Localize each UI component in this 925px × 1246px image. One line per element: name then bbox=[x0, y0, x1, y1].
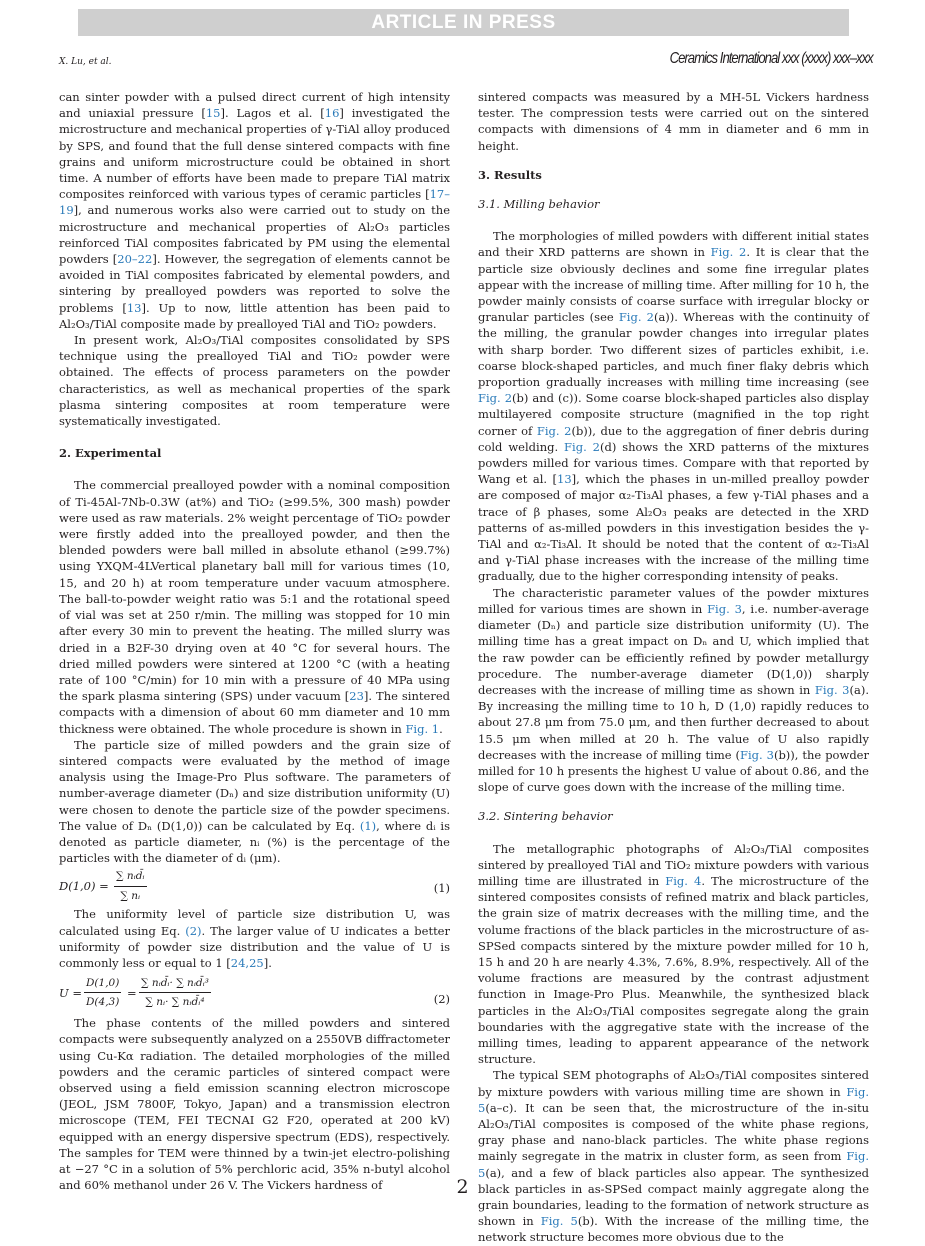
fraction-denominator: D(4,3) bbox=[86, 996, 120, 1009]
fraction-numerator: ∑ nᵢd̄ᵢ bbox=[114, 868, 147, 886]
paragraph: The metallographic photographs of Al₂O₃/TiAl composites sintered by prealloyed TiAl and TiO₂ mixture powders with various milling time are illustrated in Fig. 4. The microstructure of the sintered composites consists of refined matrix and black particles, the grain size of matrix decreases with the milling time, and the volume fractions of the black particles in the microstructure of as-SPSed compacts sintered by the mixture powder milled for 10 h, 15 h and 20 h are nearly 4.3%, 7.6%, 8.9%, respectively. All of the volume fractions are measured by the contrast adjustment function in Image-Pro Plus. Meanwhile, the synthesized black particles in the Al₂O₃/TiAl composites segregate along the grain boundaries with the aggregative state with the increase of the milling times, leading to apparent appearance of the network structure. bbox=[478, 841, 869, 1067]
running-header-author: X. Lu, et al. bbox=[59, 57, 112, 67]
fraction-denominator: ∑ nᵢ bbox=[120, 889, 141, 902]
equation-fraction bbox=[114, 868, 147, 903]
fraction-denominator: ∑ nᵢ· ∑ nᵢd̄ᵢ⁴ bbox=[145, 996, 205, 1009]
figure-link[interactable]: Fig. 5 bbox=[478, 1149, 869, 1180]
paragraph: The phase contents of the milled powders and sintered compacts were subsequently analyzed on a 2550VB diffractometer using Cu-Kα radiation. The detailed morphologies of the milled powders and the ceramic particles of sintered compact were observed using a field emission scanning electron microscope (JEOL, JSM 7800F, Tokyo, Japan) and a transmission electron microscope (TEM, FEI TECNAI G2 F20, operated at 200 kV) equipped with an energy dispersive spectrum (EDS), respectively. The samples for TEM were thinned by a twin-jet electro-polishing at −27 °C in a solution of 5% perchloric acid, 35% n-butyl alcohol and 60% methanol under 26 V. The Vickers hardness of bbox=[59, 1016, 450, 1193]
fraction-numerator: D(1,0) bbox=[84, 975, 121, 993]
reference-link[interactable]: 23 bbox=[349, 689, 364, 704]
figure-link[interactable]: Fig. 1 bbox=[405, 721, 440, 736]
paragraph: The particle size of milled powders and the grain size of sintered compacts were evaluated by the method of image analysis using the Image-Pro Plus software. The parameters of number-average diameter (Dₙ) and size distribution uniformity (U) were chosen to denote the particle size of the powder specimens. The value of Dₙ (D(1,0)) can be calculated by Eq. (1), where dᵢ is denoted as particle diameter, nᵢ (%) is the percentage of the particles with the diameter of dᵢ (μm). bbox=[59, 737, 450, 866]
paragraph: The typical SEM photographs of Al₂O₃/TiAl composites sintered by mixture powders with various milling time are shown in Fig. 5(a–c). It can be seen that, the microstructure of the in-situ Al₂O₃/TiAl composites is composed of the white phase regions, gray phase and nano-black particles. The white phase regions mainly segregate in the matrix in cluster form, as seen from Fig. 5(a), and a few of black particles also appear. The synthesized black particles in as-SPSed compact mainly aggregate along the grain boundaries, leading to the formation of network structure as shown in Fig. 5(b). With the increase of the milling time, the network structure becomes more obvious due to the bbox=[478, 1068, 869, 1245]
fraction-numerator: ∑ nᵢd̄ᵢ· ∑ nᵢd̄ᵢ³ bbox=[139, 975, 211, 993]
figure-link[interactable]: Fig. 3 bbox=[739, 747, 774, 762]
reference-link[interactable]: 20–22 bbox=[117, 252, 153, 267]
figure-link[interactable]: Fig. 2 bbox=[478, 391, 513, 406]
figure-link[interactable]: Fig. 2 bbox=[564, 439, 600, 454]
section-heading: 2. Experimental bbox=[59, 446, 162, 461]
paragraph: sintered compacts was measured by a MH-5L Vickers hardness tester. The compression tests were carried out on the sintered compacts with dimensions of 4 mm in diameter and 6 mm in height. bbox=[478, 90, 869, 153]
equation-number: (2) bbox=[433, 992, 450, 1007]
figure-link[interactable]: Fig. 5 bbox=[478, 1084, 869, 1115]
equation-number: (1) bbox=[433, 881, 450, 896]
paragraph: The morphologies of milled powders with different initial states and their XRD patterns are shown in Fig. 2. It is clear that the particle size obviously declines and some fine irregular plates appear with the increase of milling time. After milling for 10 h, the powder mainly consists of coarse surface with irregular blocky or granular particles (see Fig. 2(a)). Whereas with the continuity of the milling, the granular powder changes into irregular plates with sharp border. Two different sizes of particles exhibit, i.e. coarse block-shaped particles, and much finer flaky debris which proportion gradually increases with milling time increasing (see Fig. 2(b) and (c)). Some coarse block-shaped particles also display multilayered composite structure (magnified in the top right corner of Fig. 2(b)), due to the aggregation of finer debris during cold welding. Fig. 2(d) shows the XRD patterns of the mixtures powders milled for various times. Compare with that reported by Wang et al. [13], which the phases in un-milled prealloy powder are composed of major α₂-Ti₃Al phases, a few γ-TiAl phases and a trace of β phases, some Al₂O₃ peaks are detected in the XRD patterns of as-milled powders in this investigation besides the γ-TiAl and α₂-Ti₃Al. It should be noted that the content of α₂-Ti₃Al and γ-TiAl phase increases with the increase of the milling time gradually, due to the higher corresponding intensity of peaks. bbox=[478, 229, 870, 584]
paragraph: can sinter powder with a pulsed direct current of high intensity and uniaxial pressure [15]. Lagos et al. [16] investigated the microstructure and mechanical properties of γ-TiAl alloy produced by SPS, and found that the full dense sintered compacts with fine grains and uniform microstructure could be obtained in short time. A number of efforts have been made to prepare TiAl matrix composites reinforced with various types of ceramic particles [17–19], and numerous works also were carried out to study on the microstructure and mechanical properties of Al₂O₃ particles reinforced TiAl composites fabricated by PM using the elemental powders [20–22]. However, the segregation of elements cannot be avoided in TiAl composites fabricated by elemental powders, and sintering by prealloyed powders was reported to solve the problems [13]. Up to now, little attention has been paid to Al₂O₃/TiAl composite made by prealloyed TiAl and TiO₂ powders. bbox=[59, 90, 450, 331]
reference-link[interactable]: 16 bbox=[324, 106, 340, 121]
equation-1 bbox=[59, 866, 450, 906]
section-heading: 3. Results bbox=[478, 167, 542, 182]
paragraph: In present work, Al₂O₃/TiAl composites consolidated by SPS technique using the prealloyed TiAl and TiO₂ powder were obtained. The effects of process parameters on the powder characteristics, as well as mechanical properties of the spark plasma sintering composites at room temperature were systematically investigated. bbox=[59, 333, 450, 429]
figure-link[interactable]: Fig. 2 bbox=[536, 423, 572, 438]
paragraph: The uniformity level of particle size distribution U, was calculated using Eq. (2). The larger value of U indicates a better uniformity of powder size distribution and the value of U is commonly less or equal to 1 [24,25]. bbox=[59, 907, 450, 970]
reference-link[interactable]: 13 bbox=[126, 300, 142, 315]
equation-lhs: U = bbox=[59, 986, 82, 1001]
figure-link[interactable]: Fig. 3 bbox=[814, 682, 850, 697]
figure-link[interactable]: Fig. 2 bbox=[710, 245, 747, 260]
running-header-journal: Ceramics International xxx (xxxx) xxx–xxx bbox=[669, 50, 873, 67]
article-in-press-banner: ARTICLE IN PRESS bbox=[78, 9, 849, 36]
page-number: 2 bbox=[456, 1176, 469, 1198]
subsection-heading: 3.2. Sintering behavior bbox=[478, 809, 613, 824]
reference-link[interactable]: 15 bbox=[205, 106, 221, 121]
equation-link[interactable]: (2) bbox=[185, 923, 202, 938]
figure-link[interactable]: Fig. 3 bbox=[707, 601, 742, 616]
equation-link[interactable]: (1) bbox=[359, 818, 377, 833]
paragraph: The commercial prealloyed powder with a nominal composition of Ti-45Al-7Nb-0.3W (at%) and TiO₂ (≥99.5%, 300 mash) powder were used as raw materials. 2% weight percentage of TiO₂ powder were firstly added into the prealloyed powder, and then the blended powders were ball milled in absolute ethanol (≥99.7%) using YXQM-4LVertical planetary ball mill for various times (10, 15, and 20 h) at room temperature under vacuum atmosphere. The ball-to-powder weight ratio was 5:1 and the rotational speed of vial was set at 250 r/min. The milling was stopped for 10 min after every 30 min to prevent the heating. The milled slurry was dried in a B2F-30 drying oven at 40 °C for several hours. The dried milled powders were sintered at 1200 °C (with a heating rate of 100 °C/min) for 10 min with a pressure of 40 MPa using the spark plasma sintering (SPS) under vacuum [23]. The sintered compacts with a dimension of about 60 mm diameter and 10 mm thickness were obtained. The whole procedure is shown in Fig. 1. bbox=[59, 478, 450, 736]
reference-link[interactable]: 24,25 bbox=[230, 955, 264, 970]
paragraph: The characteristic parameter values of the powder mixtures milled for various times are shown in Fig. 3, i.e. number-average diameter (Dₙ) and particle size distribution uniformity (U). The milling time has a great impact on Dₙ and U, which implied that the raw powder can be efficiently refined by powder metallurgy procedure. The number-average diameter (D(1,0)) sharply decreases with the increase of milling time as shown in Fig. 3(a). By increasing the milling time to 10 h, D (1,0) rapidly reduces to about 27.8 μm from 75.0 μm, and then further decreased to about 15.5 μm when milled at 20 h. The value of U also rapidly decreases with the increase of milling time (Fig. 3(b)), the powder milled for 10 h presents the highest U value of about 0.86, and the slope of curve goes down with the increase of the milling time. bbox=[478, 585, 869, 795]
figure-link[interactable]: Fig. 4 bbox=[665, 873, 702, 888]
right-column bbox=[478, 89, 869, 1246]
equation-lhs: D(1,0) = bbox=[59, 879, 109, 894]
subsection-heading: 3.1. Milling behavior bbox=[478, 197, 600, 212]
figure-link[interactable]: Fig. 2 bbox=[618, 310, 654, 325]
equation-2 bbox=[59, 971, 450, 1015]
reference-link[interactable]: 13 bbox=[557, 472, 572, 487]
equation-fraction bbox=[84, 975, 121, 1010]
equation-fraction bbox=[139, 975, 211, 1010]
reference-link[interactable]: 17–19 bbox=[59, 187, 450, 218]
figure-link[interactable]: Fig. 5 bbox=[540, 1214, 578, 1229]
equation-equals: = bbox=[127, 986, 137, 1001]
left-column bbox=[59, 89, 450, 1193]
